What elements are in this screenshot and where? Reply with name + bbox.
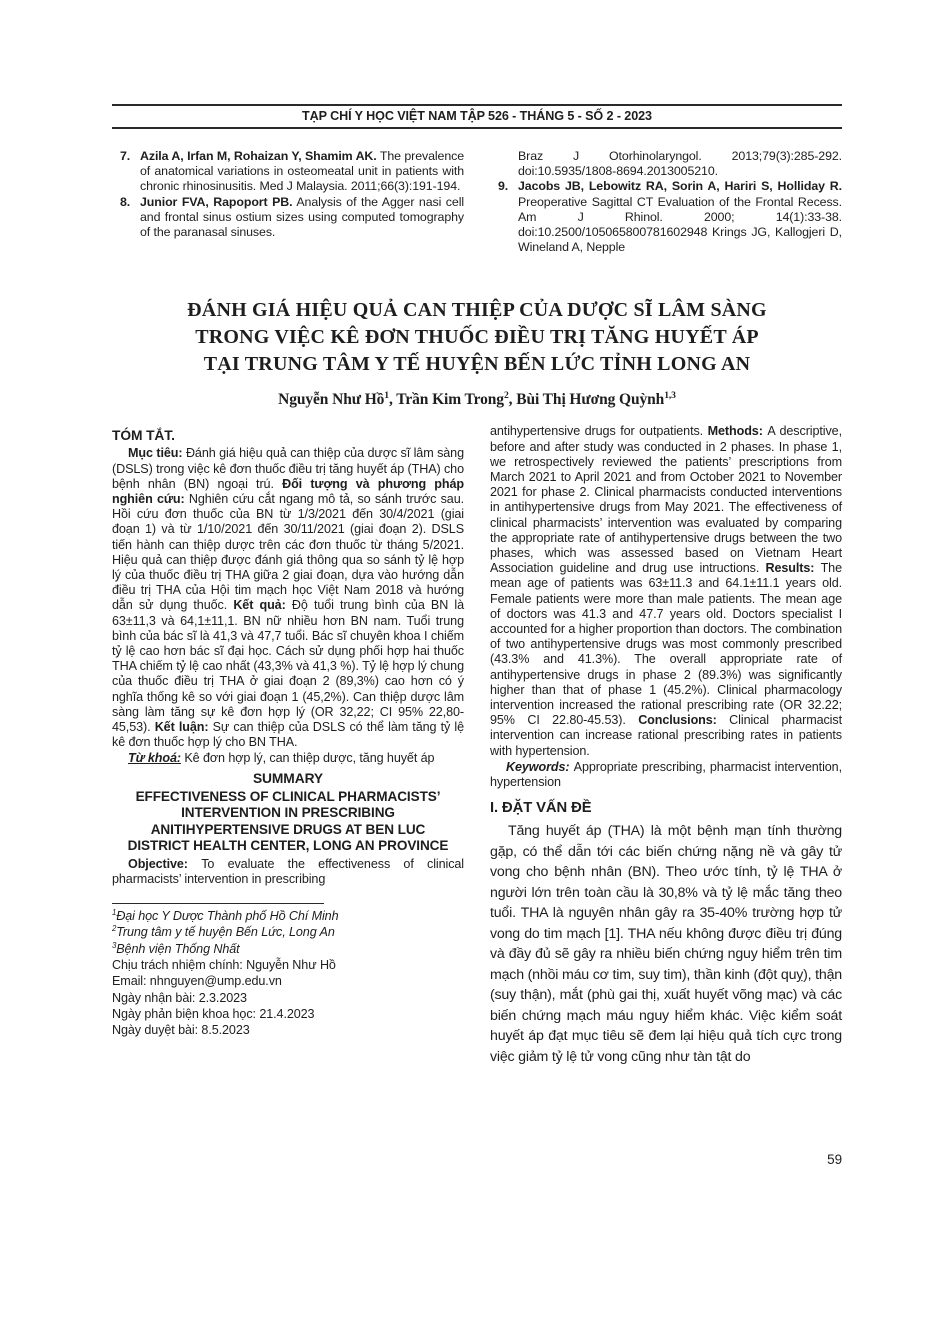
summary-subtitle: EFFECTIVENESS OF CLINICAL PHARMACISTS’ INTERVENTION IN PRESCRIBING ANITIHYPERTENSIVE DRUGS AT BEN LUC DISTRICT HEALTH CENTER, LONG AN PROVINCE [127, 788, 449, 854]
introduction-paragraph-text: Tăng huyết áp (THA) là một bệnh mạn tính thường gặp, có thể dẫn tới các biến chứng nặng nề và gây tử vong cho bệnh nhân (BN). Theo ước tính, tỷ lệ THA ở người lớn trên toàn cầu là 30,8% và tỷ lệ mắc tăng theo tuổi. THA là nguyên nhân gây ra 35-40% trường hợp tử vong do tim mạch [1]. THA nếu không được điều trị đúng và đầy đủ sẽ gây ra nhiều biến chứng nguy hiểm trên tim mạch (nhồi máu cơ tim, suy tim), thần kinh (đột quỵ), thận (suy thận), mắt (phù gai thị, xuất huyết võng mạc) và các biến chứng mạch máu nguy hiểm khác. Việc kiểm soát huyết áp đạt mục tiêu sẽ đem lại hiệu quả tích cực trong việc giảm tỷ lệ tử vong cũng như tàn tật do [490, 823, 842, 1065]
reference-number: 8. [120, 194, 131, 209]
footnote-accepted-date: Ngày duyệt bài: 8.5.2023 [112, 1023, 250, 1038]
reference-text: Jacobs JB, Lebowitz RA, Sorin A, Hariri S, Holliday R. Preoperative Sagittal CT Evaluation of the Frontal Recess. Am J Rhinol. 2000; 14(1):33-38. doi:10.2500/105065800781602948 Krings JG, Kallogjeri D, Wineland A, Nepple [518, 179, 842, 255]
footnote-received-date: Ngày nhận bài: 2.3.2023 [112, 990, 247, 1005]
footnote-review-date: Ngày phản biện khoa học: 21.4.2023 [112, 1006, 315, 1021]
footnote-affiliation: $^1$Đại học Y Dược Thành phố Hồ Chí Minh [112, 907, 339, 924]
reference-item [112, 149, 464, 195]
references-section [112, 149, 842, 255]
journal-header: TẠP CHÍ Y HỌC VIỆT NAM TẬP 526 - THÁNG 5 - SỐ 2 - 2023 [112, 104, 842, 129]
introduction-heading: I. ĐẶT VẤN ĐỀ [490, 800, 592, 817]
keywords-vi: Từ khoá: Kê đơn hợp lý, can thiệp dược, tăng huyết áp [128, 751, 435, 766]
reference-continuation: Braz J Otorhinolaryngol. 2013;79(3):285-292. doi:10.5935/1808-8694.2013005210. [518, 149, 842, 179]
article-title-line: ĐÁNH GIÁ HIỆU QUẢ CAN THIỆP CỦA DƯỢC SĨ LÂM SÀNG [187, 299, 767, 322]
footnote-affiliation: $^3$Bệnh viện Thống Nhất [112, 940, 240, 956]
summary-paragraph-left: Objective: To evaluate the effectiveness of clinical pharmacists’ intervention in prescribing [112, 856, 465, 886]
references-left-column [112, 149, 464, 255]
reference-number: 9. [498, 179, 509, 194]
footnote-corresponding-author: Chịu trách nhiệm chính: Nguyễn Như Hồ [112, 957, 336, 972]
reference-item [112, 195, 464, 241]
footnote-email: Email: nhnguyen@ump.edu.vn [112, 974, 282, 989]
article-body [112, 424, 842, 1067]
abstract-heading: TÓM TẮT. [112, 428, 175, 444]
keywords-en: Keywords: Appropriate prescribing, pharmacist intervention, hypertension [490, 759, 842, 790]
reference-item [490, 179, 842, 255]
reference-text: Azila A, Irfan M, Rohaizan Y, Shamim AK. The prevalence of anatomical variations in osteomeatal unit in patients with chronic rhinosinusitis. Med J Malaysia. 2011;66(3):191-194. [140, 149, 464, 194]
page-number: 59 [827, 1152, 842, 1167]
summary-paragraph-right: antihypertensive drugs for outpatients. Methods: A descriptive, before and after study was conducted in 2 phases. In phase 1, we retrospectively reviewed the patients’ prescriptions from March 2021 to April 2021 and from October 2021 to November 2021 for phase 2. Clinical pharmacists conducted interventions in antihypertensive drugs from May 2021. The effectiveness of clinical pharmacists’ intervention was evaluated by comparing the appropriate rate of antihypertensive drugs between the two phases, which was assessed based on Vietnam Heart Association guideline and drug use intructions. Results: The mean age of patients was 63±11.3 and 64.1±11.1 years old. Female patients were more than male patients. The mean age of doctors was 41.3 and 47.7 years old. Doctors specialist I accounted for a higher proportion than doctors. The combination of two antihypertensive drugs was most commonly prescribed (43.3% and 41.3%). The overall appropriate rate of antihypertensive drugs in phase 2 (89.3%) was significantly higher than that of phase 1 (45.2%). Clinical pharmacology intervention increased the rational prescribing rate (OR 32.22; 95% CI 22.80-45.53). Conclusions: Clinical pharmacist intervention can increase rational prescribing rates in patients with hypertension. [490, 424, 842, 758]
authors-line: Nguyễn Như Hồ$^1$, Trần Kim Trong$^2$, Bùi Thị Hương Quỳnh$^{1,3}$ [278, 390, 676, 409]
footnote-separator [112, 903, 324, 904]
reference-text: Junior FVA, Rapoport PB. Analysis of the Agger nasi cell and frontal sinus ostium sizes using computed tomography of the paranasal sinuses. [140, 194, 464, 240]
article-title [112, 297, 842, 378]
footnotes-block [112, 908, 464, 1038]
reference-number: 7. [120, 149, 131, 163]
footnote-affiliation: $^2$Trung tâm y tế huyện Bến Lức, Long An [112, 924, 335, 940]
article-title-line: TẠI TRUNG TÂM Y TẾ HUYỆN BẾN LỨC TỈNH LONG AN [203, 353, 751, 376]
abstract-paragraph: Mục tiêu: Đánh giá hiệu quả can thiệp của dược sĩ lâm sàng (DSLS) trong việc kê đơn thuốc điều trị tăng huyết áp (THA) cho bệnh nhân (BN) ngoại trú. Đối tượng và phương pháp nghiên cứu: Nghiên cứu cắt ngang mô tả, so sánh trước sau. Hồi cứu đơn thuốc của BN từ 1/3/2021 đến 30/4/2021 (giai đoạn 1) và từ 1/10/2021 đến 30/11/2021 (giai đoạn 2). DSLS tiến hành can thiệp dược trên các đơn thuốc từ tháng 5/2021. Hiệu quả can thiệp được đánh giá thông qua so sánh tỷ lệ hợp lý của thuốc điều trị THA giữa 2 giai đoạn, dựa vào hướng dẫn điều trị THA của Hội tim mạch học Việt Nam 2018 và hướng dẫn sử dụng thuốc. Kết quả: Độ tuổi trung bình của BN là 63±11,3 và 64,1±11,1. BN nữ nhiều hơn BN nam. Tuổi trung bình của bác sĩ là 41,3 và 47,7 tuổi. Bác sĩ chuyên khoa I chiếm tỷ lệ cao hơn bác sĩ đại học. Cách sử dụng phối hợp hai thuốc THA chiếm tỷ lệ cao nhất (43,3% và 41,3 %). Tỷ lệ hợp lý chung của thuốc điều trị THA ở giai đoạn 2 (89,3%) cao hơn có ý nghĩa thống kê so với giai đoạn 1 (45,2%). Can thiệp dược lâm sàng làm tăng sự kê đơn hợp lý (OR 32,22; CI 95% 22,80-45,53). Kết luận: Sự can thiệp của DSLS có thể làm tăng tỷ lệ kê đơn thuốc hợp lý cho BN THA. [112, 446, 464, 750]
article-title-line: TRONG VIỆC KÊ ĐƠN THUỐC ĐIỀU TRỊ TĂNG HUYẾT ÁP [195, 326, 759, 349]
body-left-column [112, 424, 464, 1067]
summary-heading: SUMMARY [252, 770, 324, 786]
references-right-column [490, 149, 842, 255]
body-right-column [490, 424, 842, 1067]
introduction-paragraph [490, 821, 842, 1067]
